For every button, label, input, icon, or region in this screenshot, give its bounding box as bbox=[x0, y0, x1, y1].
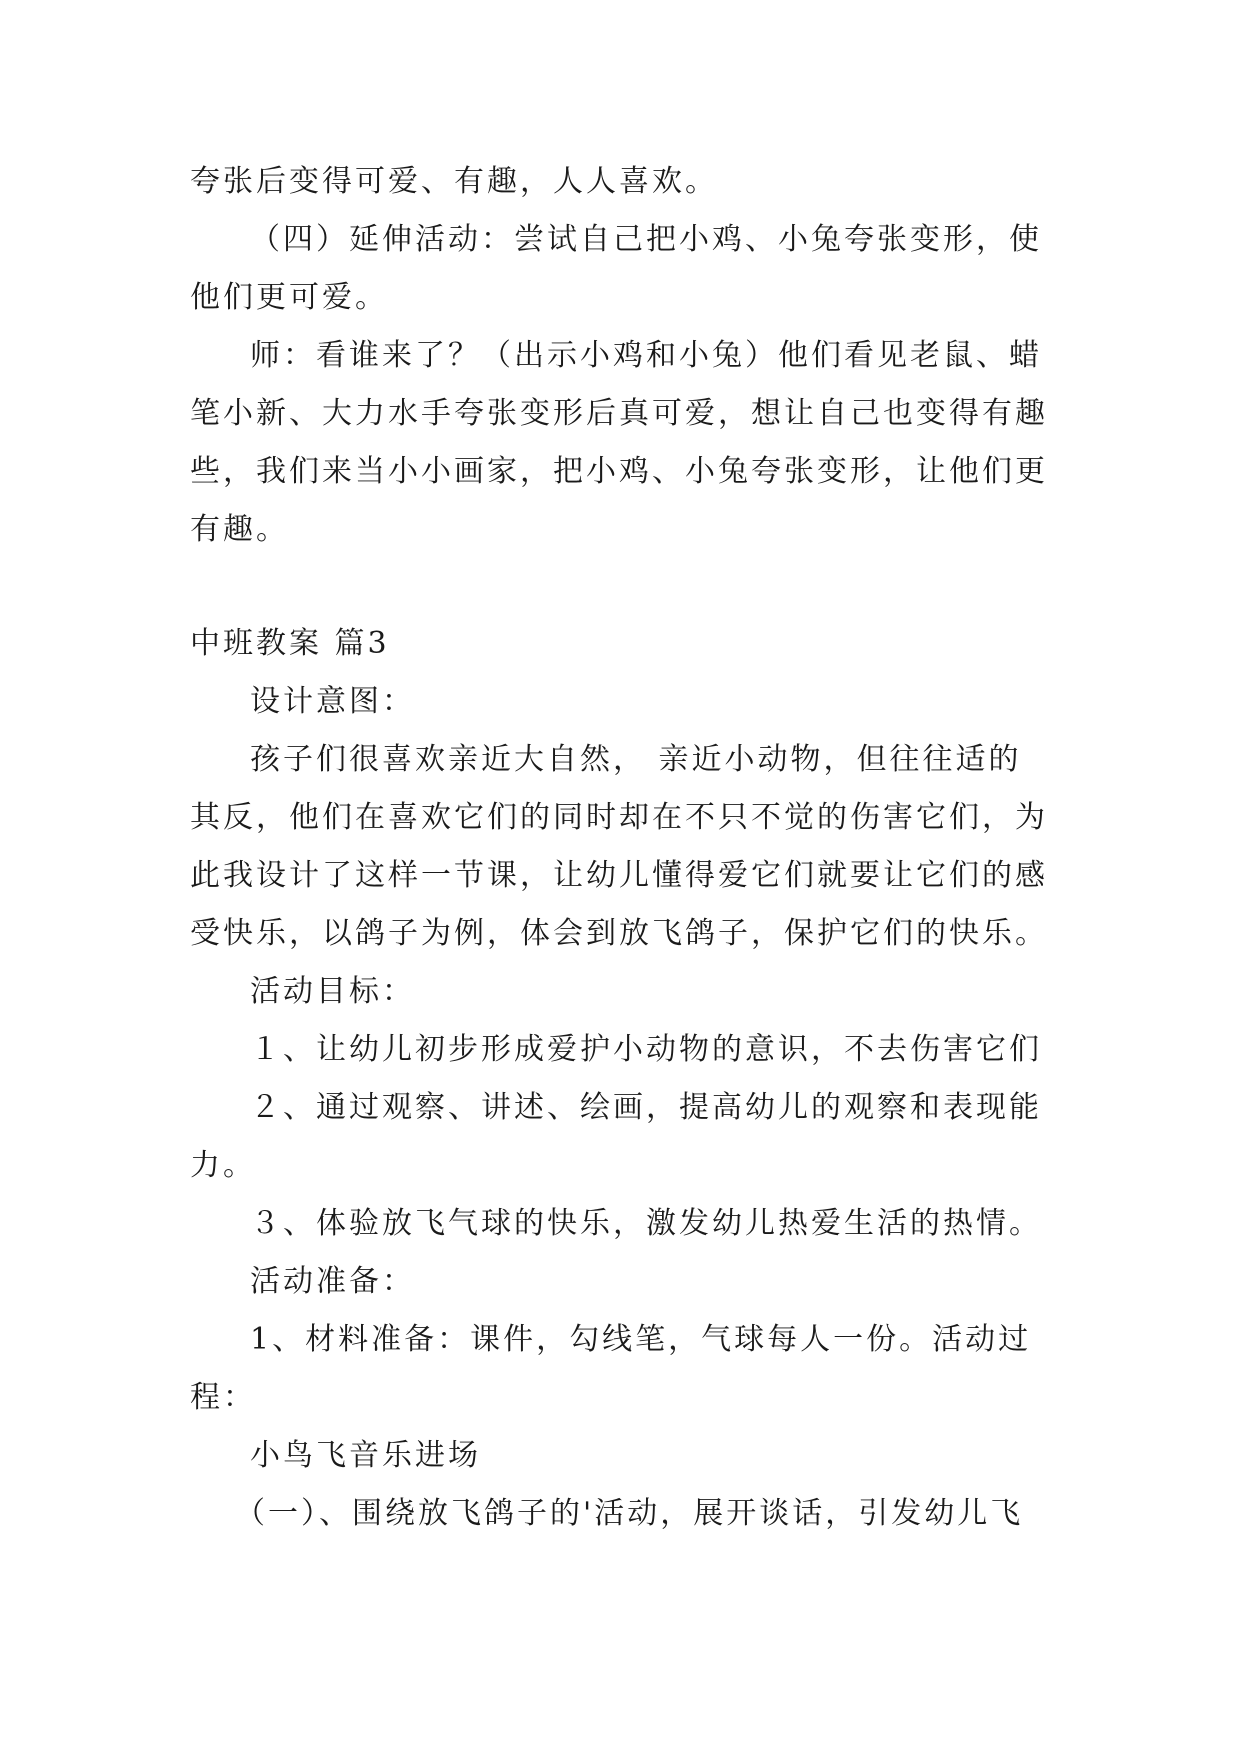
text-line: ２、通过观察、讲述、绘画，提高幼儿的观察和表现能 bbox=[250, 1090, 1042, 1125]
text-line: 1、材料准备：课件，勾线笔，气球每人一份。活动过 bbox=[250, 1322, 1032, 1357]
text-line: 笔小新、大力水手夸张变形后真可爱，想让自己也变得有趣 bbox=[190, 396, 1048, 431]
text-line: 其反，他们在喜欢它们的同时却在不只不觉的伤害它们，为 bbox=[190, 800, 1048, 835]
text-line: 程： bbox=[190, 1380, 256, 1415]
text-line: 些，我们来当小小画家，把小鸡、小兔夸张变形，让他们更 bbox=[190, 454, 1048, 489]
text-line: 活动目标： bbox=[250, 974, 415, 1009]
text-line: 活动准备： bbox=[250, 1264, 415, 1299]
text-line: 孩子们很喜欢亲近大自然， 亲近小动物，但往往适的 bbox=[250, 742, 1022, 777]
text-line: 力。 bbox=[190, 1148, 256, 1183]
text-line: ３、体验放飞气球的快乐，激发幼儿热爱生活的热情。 bbox=[250, 1206, 1042, 1241]
text-line: 有趣。 bbox=[190, 512, 289, 547]
text-line: （四）延伸活动：尝试自己把小鸡、小兔夸张变形，使 bbox=[250, 222, 1042, 257]
text-line: （一）、围绕放飞鸽子的'活动，展开谈话，引发幼儿飞 bbox=[235, 1496, 1024, 1531]
text-line: １、让幼儿初步形成爱护小动物的意识，不去伤害它们 bbox=[250, 1032, 1042, 1067]
text-line: 受快乐，以鸽子为例，体会到放飞鸽子，保护它们的快乐。 bbox=[190, 916, 1048, 951]
text-line: 设计意图： bbox=[250, 684, 415, 719]
text-line: 小鸟飞音乐进场 bbox=[250, 1438, 481, 1473]
section-title: 中班教案 篇3 bbox=[190, 626, 390, 661]
text-line: 此我设计了这样一节课，让幼儿懂得爱它们就要让它们的感 bbox=[190, 858, 1048, 893]
text-line: 师：看谁来了？（出示小鸡和小兔）他们看见老鼠、蜡 bbox=[250, 338, 1042, 373]
text-line: 他们更可爱。 bbox=[190, 280, 388, 315]
text-line: 夸张后变得可爱、有趣，人人喜欢。 bbox=[190, 164, 718, 199]
